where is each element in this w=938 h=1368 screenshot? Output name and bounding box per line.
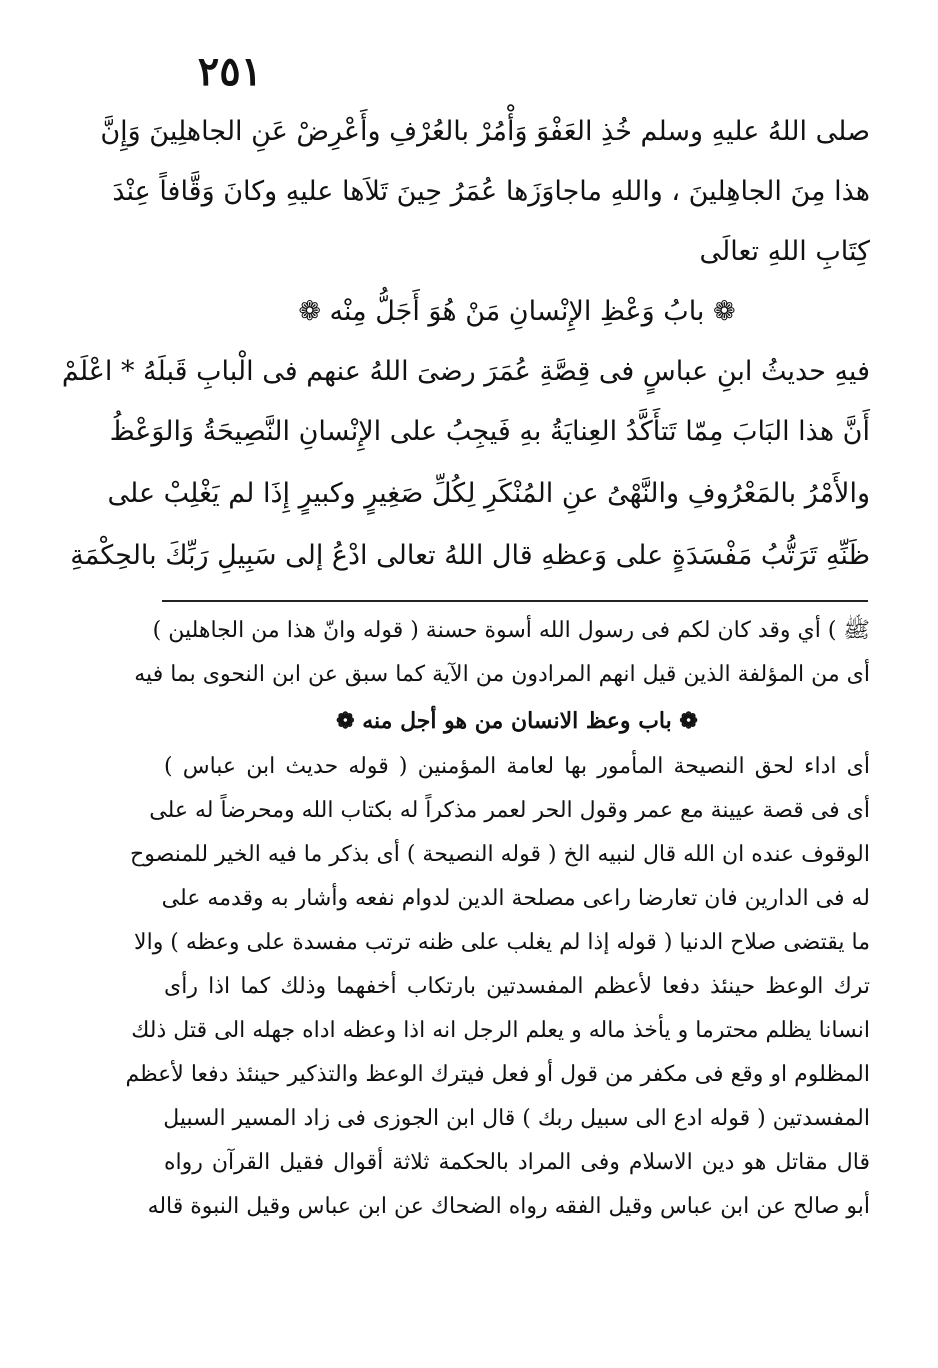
- main-line: والأَمْرُ بالمَعْرُوفِ والنَّهْىُ عنِ المُنْكَرِ لِكُلِّ صَغِيرٍ وكبيرٍ إِذَا لم يَغْلِبْ على: [107, 478, 870, 509]
- footnote-divider: [162, 600, 868, 602]
- note-line: الوقوف عنده ان الله قال لنبيه الخ ( قوله النصيحة ) أى بذكر ما فيه الخير للمنصوح: [130, 842, 870, 867]
- main-line: ظَنِّهِ تَرَتُّبُ مَفْسَدَةٍ على وَعظهِ قال اللهُ تعالى ادْعُ إلى سَبِيلِ رَبِّكَ بالحِكْمَةِ: [70, 540, 870, 571]
- note-line: ترك الوعظ حينئذ دفعا لأعظم المفسدتين بارتكاب أخفهما وذلك كما اذا رأى: [164, 974, 870, 999]
- note-line: أبو صالح عن ابن عباس وقيل الفقه رواه الضحاك عن ابن عباس وقيل النبوة قاله: [147, 1194, 870, 1219]
- note-line: قال مقاتل هو دين الاسلام وفى المراد بالحكمة ثلاثة أقوال فقيل القرآن رواه: [164, 1150, 870, 1175]
- main-line: هذا مِنَ الجاهِلينَ ، واللهِ ماجاوَزَها عُمَرُ حِينَ تَلاَها عليهِ وكانَ وَقَّافاً عِنْدَ: [112, 176, 870, 207]
- note-line: انسانا يظلم محترما و يأخذ ماله و يعلم الرجل انه اذا وعظه اداه جهله الى قتل ذلك: [131, 1018, 870, 1043]
- note-line: أى من المؤلفة الذين قيل انهم المرادون من الآية كما سبق عن ابن النحوى بما فيه: [134, 662, 870, 687]
- note-line: أى فى قصة عيينة مع عمر وقول الحر لعمر مذكراً له بكتاب الله ومحرضاً له على: [149, 798, 870, 823]
- main-line: أَنَّ هذا البَابَ مِمّا تَتأَكَّدُ العِنايَةُ بهِ فَيجِبُ على الإِنْسانِ النَّصِيحَةُ وَالوَعْظُ: [109, 416, 870, 447]
- main-line: صلى اللهُ عليهِ وسلم خُذِ العَفْوَ وَأْمُرْ بالعُرْفِ وأَعْرِضْ عَنِ الجاهلِينَ وَإِنَّ: [100, 116, 870, 147]
- notes-heading: ❁ باب وعظ الانسان من هو أجل منه ❁: [336, 708, 698, 734]
- note-line: المظلوم او وقع فى مكفر من قول أو فعل فيترك الوعظ والتذكير حينئذ دفعا لأعظم: [125, 1062, 870, 1087]
- main-line: كِتَابِ اللهِ تعالَى: [699, 236, 870, 267]
- note-line: أى اداء لحق النصيحة المأمور بها لعامة المؤمنين ( قوله حديث ابن عباس ): [164, 754, 870, 779]
- main-line: فيهِ حديثُ ابنِ عباسٍ فى قِصَّةِ عُمَرَ رضىَ اللهُ عنهم فى الْبابِ قَبلَهُ * اعْلَمْ: [61, 356, 870, 387]
- note-line: ما يقتضى صلاح الدنيا ( قوله إذا لم يغلب على ظنه ترتب مفسدة على وعظه ) والا: [134, 930, 870, 955]
- page-number: ٢٥١: [197, 48, 263, 95]
- note-line: ﷺ ) أي وقد كان لكم فى رسول الله أسوة حسنة ( قوله وانّ هذا من الجاهلين ): [152, 618, 870, 643]
- chapter-heading: ❁ بابُ وَعْظِ الإِنْسانِ مَنْ هُوَ أَجَلُّ مِنْه ❁: [298, 296, 736, 327]
- note-line: له فى الدارين فان تعارضا راعى مصلحة الدين لدوام نفعه وأشار به وقدمه على: [161, 886, 870, 911]
- note-line: المفسدتين ( قوله ادع الى سبيل ربك ) قال ابن الجوزى فى زاد المسير السبيل: [163, 1106, 870, 1131]
